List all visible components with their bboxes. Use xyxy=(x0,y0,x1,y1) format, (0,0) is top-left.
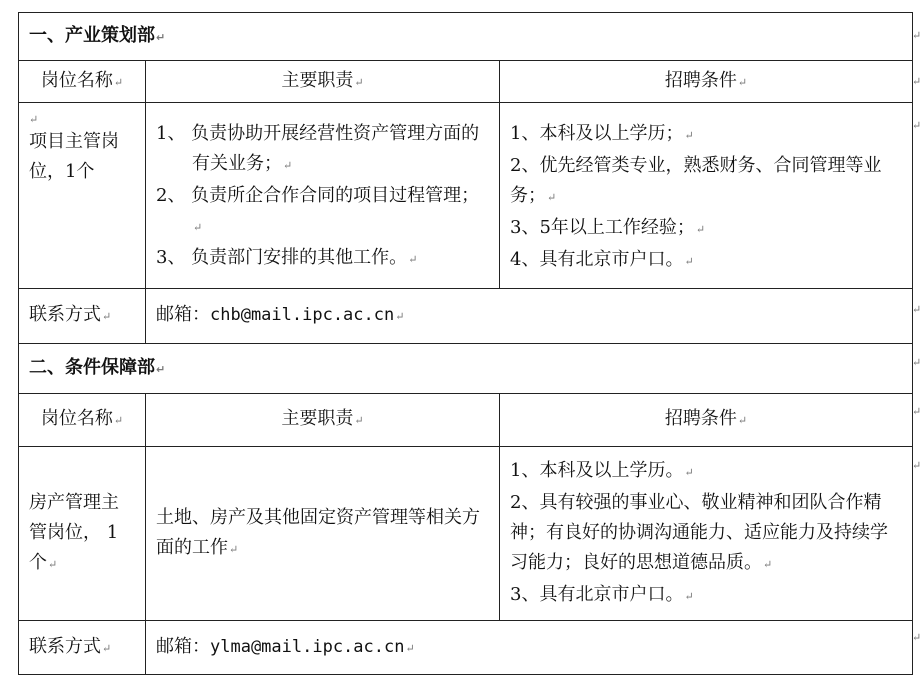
header-position: 岗位名称↵ xyxy=(19,394,146,447)
contact-label: 联系方式↵ xyxy=(19,289,146,344)
job-row xyxy=(19,103,913,289)
duties-cell: 土地、房产及其他固定资产管理等相关方面的工作↵ xyxy=(146,447,500,621)
duty-item: 1、 负责协助开展经营性资产管理方面的有关业务；↵ xyxy=(156,123,480,174)
header-duties: 主要职责↵ xyxy=(146,61,500,103)
column-header-row xyxy=(19,61,913,103)
section-header-row xyxy=(19,13,913,61)
row-end-mark: ↵ xyxy=(912,303,922,316)
section-header-row xyxy=(19,344,913,394)
row-end-mark: ↵ xyxy=(912,29,922,42)
duty-item: 3、 负责部门安排的其他工作。↵ xyxy=(156,247,418,268)
requirements-cell xyxy=(500,103,913,289)
row-end-mark: ↵ xyxy=(912,75,922,88)
recruitment-table xyxy=(18,12,913,675)
job-row xyxy=(19,447,913,621)
email-link[interactable]: ylma@mail.ipc.ac.cn xyxy=(210,636,405,657)
contact-value: 邮箱：chb@mail.ipc.ac.cn↵ xyxy=(146,289,913,344)
duty-item: 2、 负责所企合作合同的项目过程管理；↵ xyxy=(156,185,480,234)
row-end-mark: ↵ xyxy=(912,119,922,132)
row-end-mark: ↵ xyxy=(912,631,922,644)
header-requirements: 招聘条件↵ xyxy=(500,61,913,103)
position-cell: 房产管理主管岗位， 1个↵ xyxy=(19,447,146,621)
duties-cell xyxy=(146,103,500,289)
contact-row xyxy=(19,621,913,675)
requirement-item: 3、具有北京市户口。↵ xyxy=(510,583,694,605)
header-position: 岗位名称↵ xyxy=(19,61,146,103)
row-end-mark: ↵ xyxy=(912,459,922,472)
position-cell: ↵ 项目主管岗位，1个 xyxy=(19,103,146,289)
header-duties: 主要职责↵ xyxy=(146,394,500,447)
row-end-mark: ↵ xyxy=(912,356,922,369)
requirement-item: 4、具有北京市户口。↵ xyxy=(510,249,694,270)
contact-value: 邮箱：ylma@mail.ipc.ac.cn↵ xyxy=(146,621,913,675)
requirement-item: 3、5年以上工作经验；↵ xyxy=(510,217,706,238)
email-link[interactable]: chb@mail.ipc.ac.cn xyxy=(210,305,395,325)
header-requirements: 招聘条件↵ xyxy=(500,394,913,447)
requirement-item: 1、本科及以上学历；↵ xyxy=(510,123,694,144)
requirement-item: 2、优先经管类专业，熟悉财务、合同管理等业务；↵ xyxy=(510,155,882,206)
requirement-item: 1、本科及以上学历。↵ xyxy=(510,459,694,481)
requirement-item: 2、具有较强的事业心、敬业精神和团队合作精神；有良好的协调沟通能力、适应能力及持续学习能力；良好的思想道德品质。↵ xyxy=(510,491,888,573)
contact-row xyxy=(19,289,913,344)
row-end-mark: ↵ xyxy=(912,405,922,418)
section-title: 二、条件保障部↵ xyxy=(19,344,913,394)
contact-label: 联系方式↵ xyxy=(19,621,146,675)
column-header-row xyxy=(19,394,913,447)
section-title: 一、产业策划部↵ xyxy=(19,13,913,61)
requirements-cell xyxy=(500,447,913,621)
